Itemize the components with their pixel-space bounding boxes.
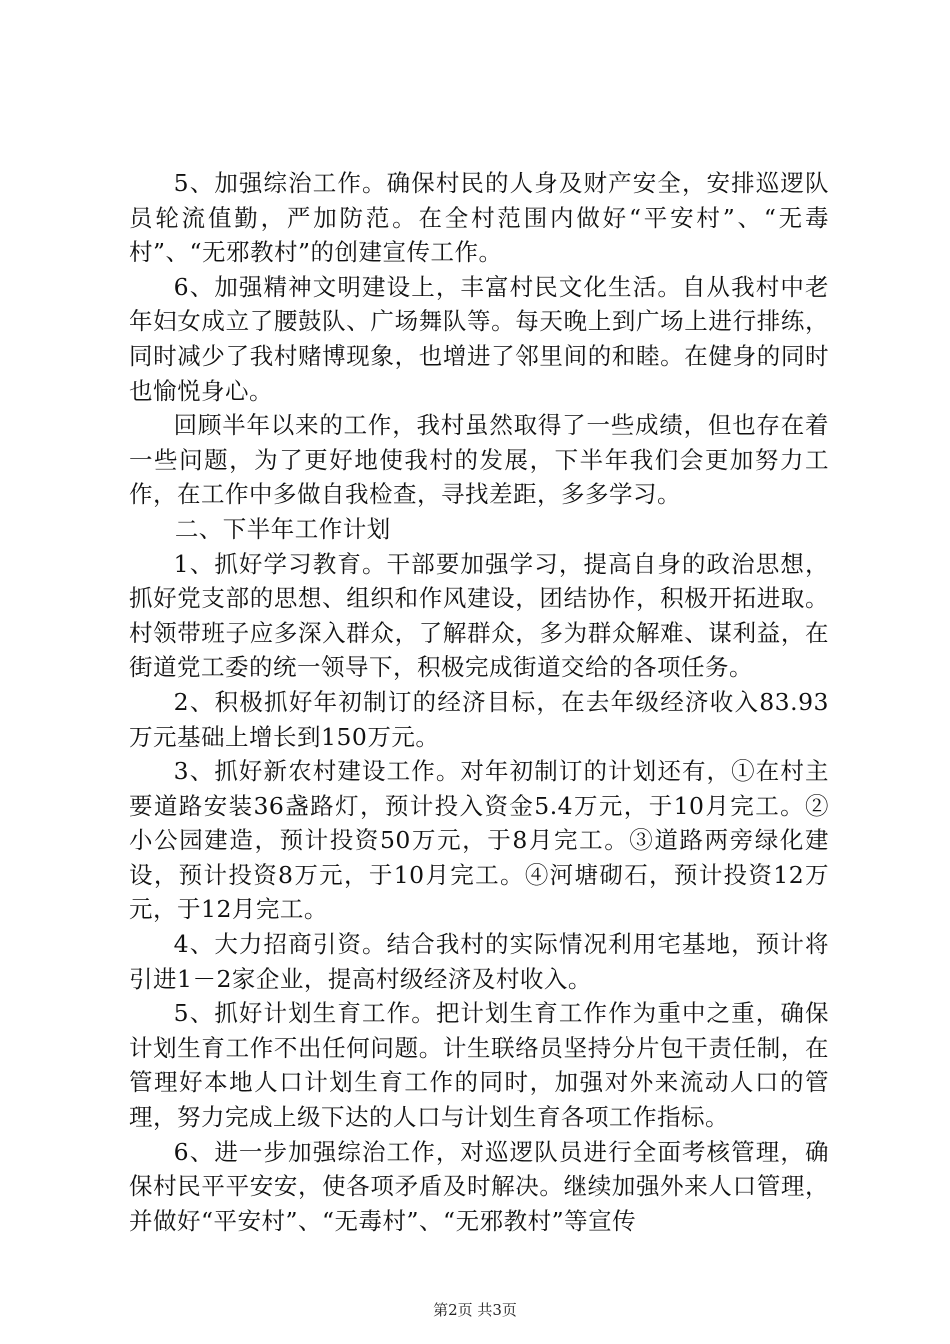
paragraph-plan-4-investment-attraction: 4、大力招商引资。结合我村的实际情况利用宅基地，预计将引进1－2家企业，提高村级经济及村收入。 xyxy=(129,930,829,993)
paragraph-plan-3-new-village-construction: 3、抓好新农村建设工作。对年初制订的计划还有，①在村主要道路安装36盏路灯，预计投入资金5.4万元，于10月完工。②小公园建造，预计投资50万元，于8月完工。③道路两旁绿化建设，预计投资8万元，于10月完工。④河塘砌石，预计投资12万元，于12月完工。 xyxy=(129,757,829,924)
paragraph-item-6-spiritual-civilization: 6、加强精神文明建设上，丰富村民文化生活。自从我村中老年妇女成立了腰鼓队、广场舞队等。每天晚上到广场上进行排练，同时减少了我村赌博现象，也增进了邻里间的和睦。在健身的同时也愉悦身心。 xyxy=(129,272,829,405)
document-body xyxy=(129,166,829,1238)
paragraph-item-5-comprehensive-governance: 5、加强综治工作。确保村民的人身及财产安全，安排巡逻队员轮流值勤，严加防范。在全村范围内做好“平安村”、“无毒村”、“无邪教村”的创建宣传工作。 xyxy=(129,169,829,267)
paragraph-review-summary: 回顾半年以来的工作，我村虽然取得了一些成绩，但也存在着一些问题，为了更好地使我村的发展，下半年我们会更加努力工作，在工作中多做自我检查，寻找差距，多多学习。 xyxy=(129,411,829,509)
paragraph-plan-2-economic-target: 2、积极抓好年初制订的经济目标，在去年级经济收入83.93万元基础上增长到150万元。 xyxy=(129,687,829,751)
section-heading-second-half-plan: 二、下半年工作计划 xyxy=(174,514,391,543)
paragraph-plan-6-governance-strengthening: 6、进一步加强综治工作，对巡逻队员进行全面考核管理，确保村民平平安安，使各项矛盾及时解决。继续加强外来人口管理，并做好“平安村”、“无毒村”、“无邪教村”等宣传 xyxy=(129,1137,829,1235)
paragraph-plan-1-study-education: 1、抓好学习教育。干部要加强学习，提高自身的政治思想，抓好党支部的思想、组织和作风建设，团结协作，积极开拓进取。村领带班子应多深入群众，了解群众，多为群众解难、谋利益，在街道党工委的统一领导下，积极完成街道交给的各项任务。 xyxy=(129,549,829,682)
page-footer-page-number: 第2页 共3页 xyxy=(433,1301,517,1319)
paragraph-plan-5-family-planning: 5、抓好计划生育工作。把计划生育工作作为重中之重，确保计划生育工作不出任何问题。计生联络员坚持分片包干责任制，在管理好本地人口计划生育工作的同时，加强对外来流动人口的管理，努力完成上级下达的人口与计划生育各项工作指标。 xyxy=(129,999,829,1132)
